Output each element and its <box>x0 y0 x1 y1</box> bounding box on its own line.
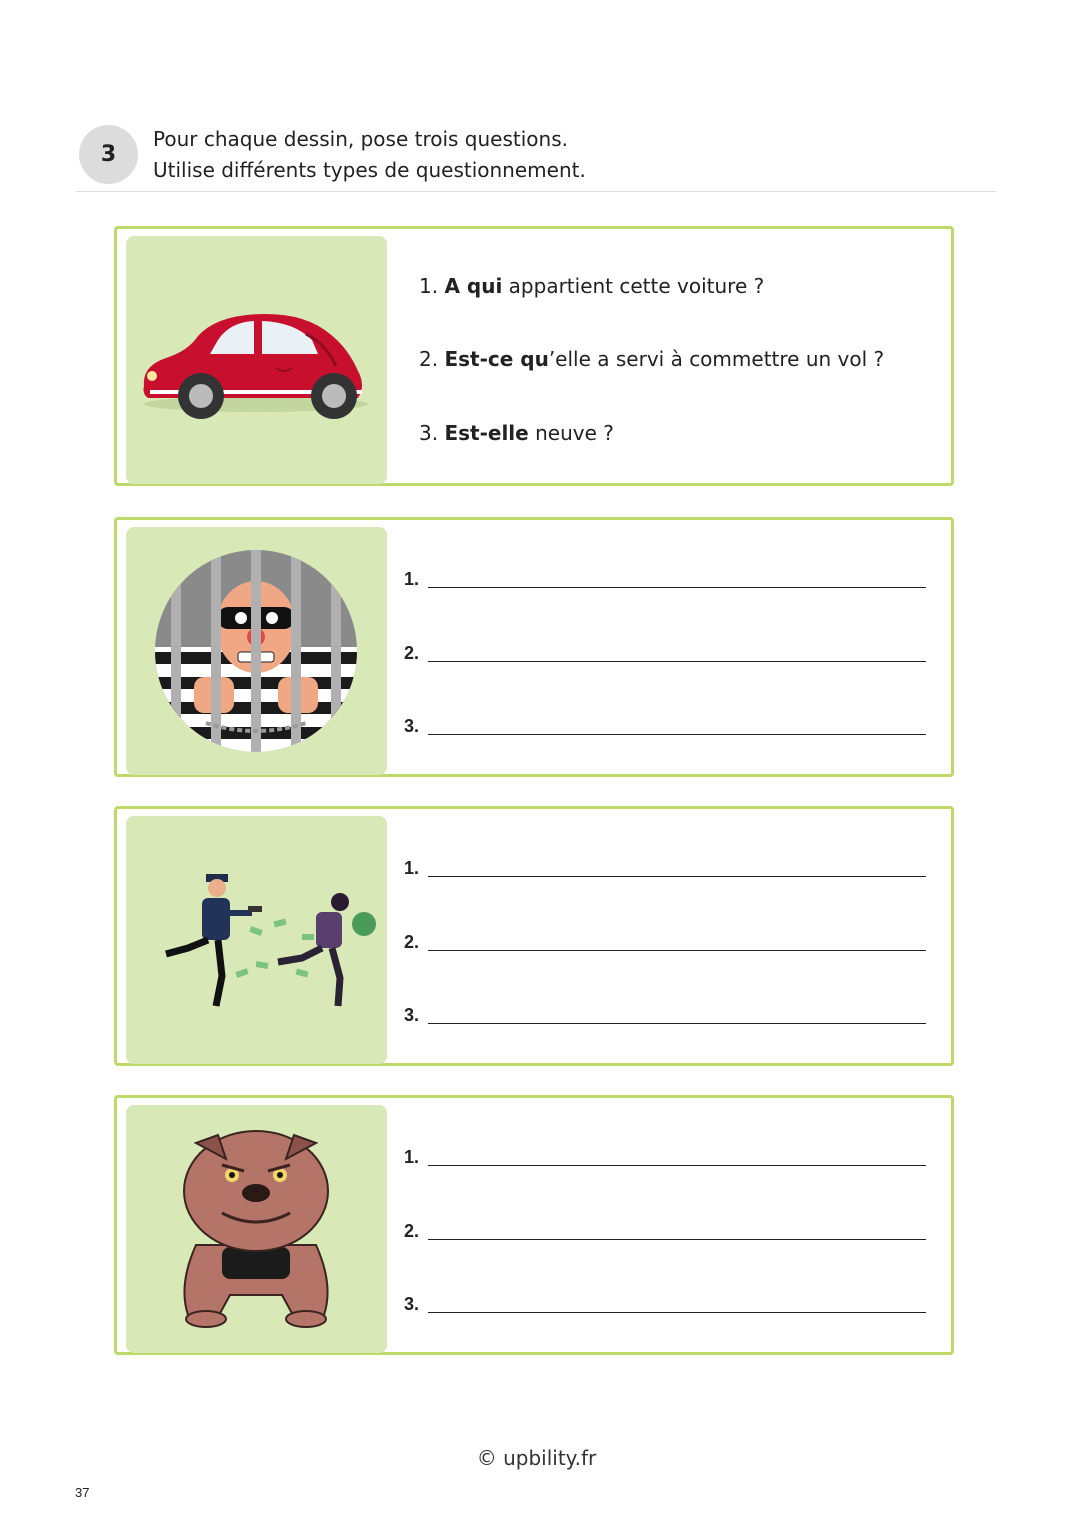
sample-answer-1: 1. A qui appartient cette voiture ? <box>419 274 765 298</box>
answer-line-3[interactable]: 3. <box>404 997 926 1027</box>
question-card-bulldog <box>114 1095 954 1355</box>
answer-line-2[interactable]: 2. <box>404 1213 926 1243</box>
footer-copyright: © upbility.fr <box>476 1446 597 1470</box>
police-chasing-thief-icon <box>126 816 387 1064</box>
answer-line-2[interactable]: 2. <box>404 924 926 954</box>
sample-answer-3: 3. Est-elle neuve ? <box>419 421 614 445</box>
instructions <box>153 124 586 186</box>
exercise-number: 3 <box>79 125 138 184</box>
question-card-prisoner <box>114 517 954 777</box>
answer-line-1[interactable]: 1. <box>404 850 926 880</box>
red-car-icon <box>126 236 387 484</box>
question-card-chase <box>114 806 954 1066</box>
page-number: 37 <box>75 1485 90 1500</box>
answer-line-1[interactable]: 1. <box>404 561 926 591</box>
instruction-line-2: Utilise différents types de questionnement. <box>153 158 586 182</box>
angry-bulldog-icon <box>126 1105 387 1353</box>
answer-line-3[interactable]: 3. <box>404 708 926 738</box>
question-card-car <box>114 226 954 486</box>
answer-line-1[interactable]: 1. <box>404 1139 926 1169</box>
header-divider <box>76 191 996 192</box>
answer-line-3[interactable]: 3. <box>404 1286 926 1316</box>
instruction-line-1: Pour chaque dessin, pose trois questions. <box>153 127 568 151</box>
sample-answer-2: 2. Est-ce qu’elle a servi à commettre un vol ? <box>419 347 885 371</box>
answer-line-2[interactable]: 2. <box>404 635 926 665</box>
prisoner-behind-bars-icon <box>126 527 387 775</box>
